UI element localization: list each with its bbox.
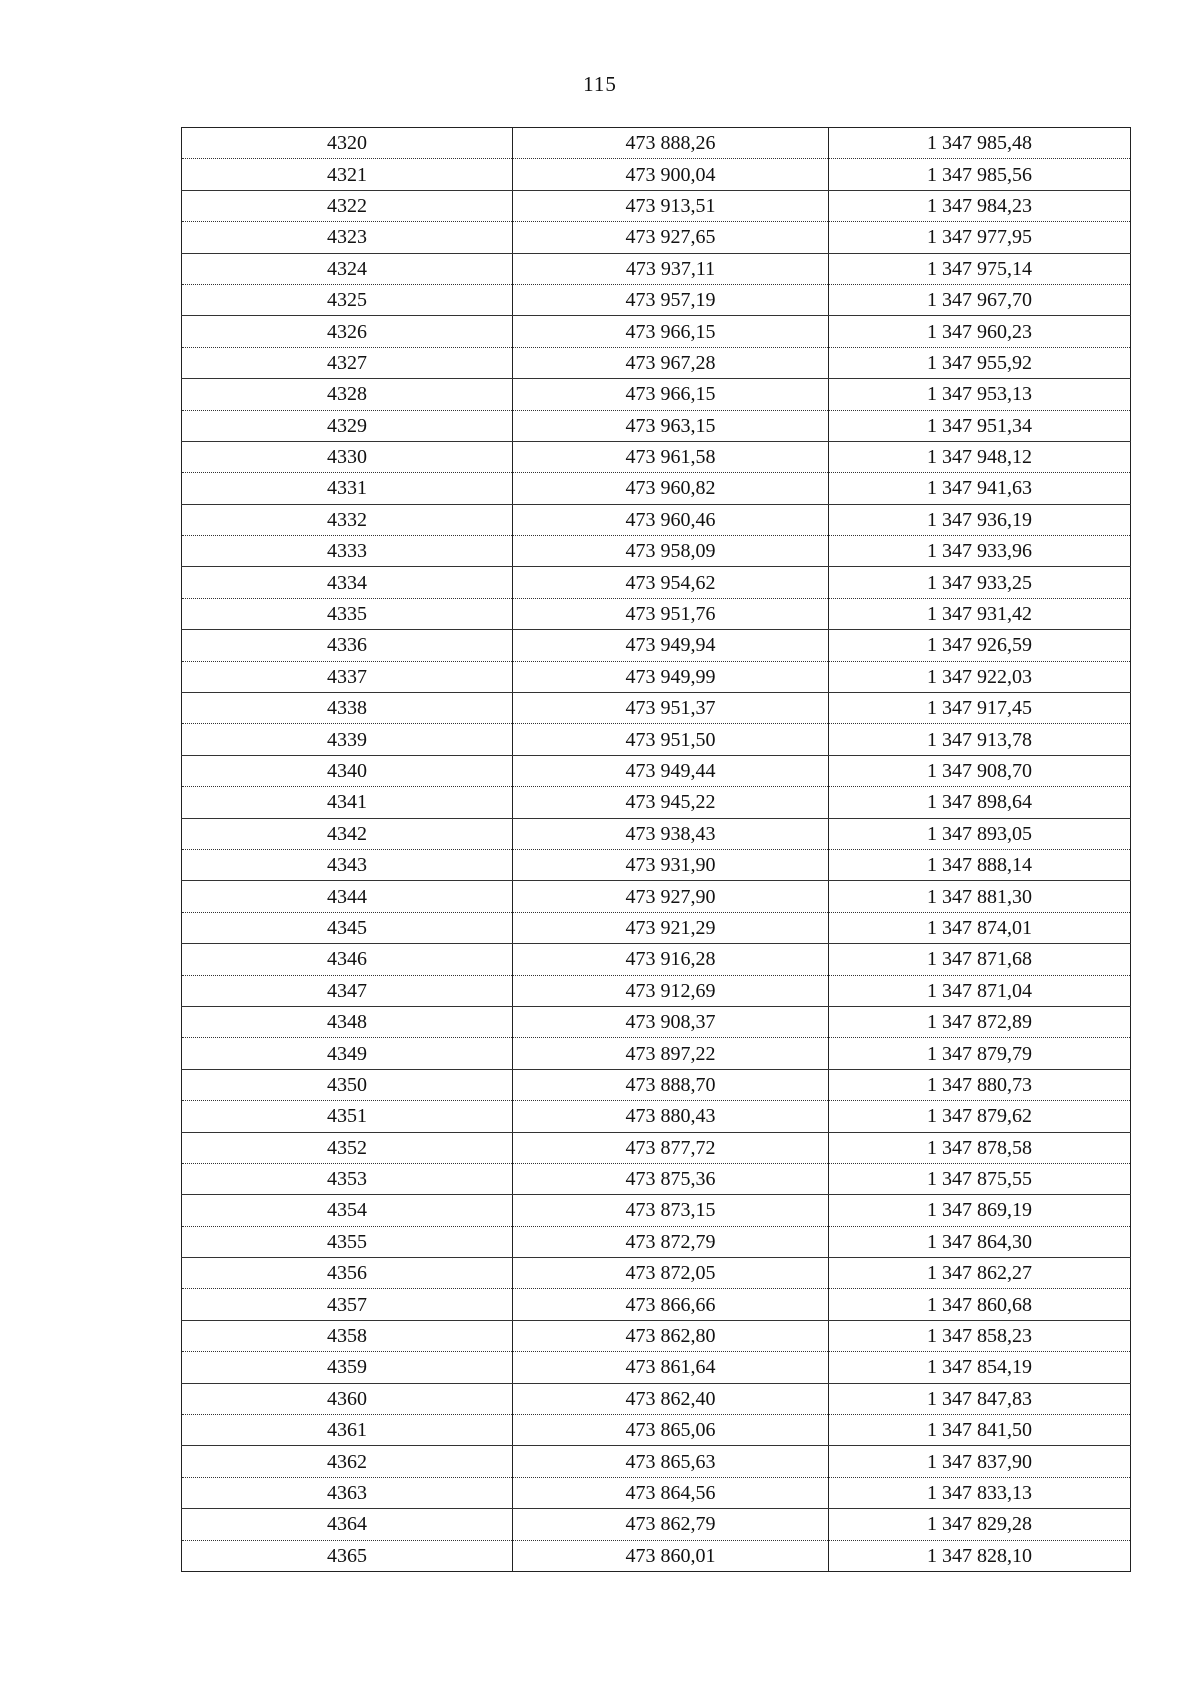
x-coordinate-cell: 473 949,99 (513, 661, 829, 692)
x-coordinate-cell: 473 872,79 (513, 1226, 829, 1257)
x-coordinate-cell: 473 966,15 (513, 316, 829, 347)
table-row (182, 912, 1131, 943)
table-row (182, 1258, 1131, 1289)
table-row (182, 975, 1131, 1006)
x-coordinate-cell: 473 862,80 (513, 1320, 829, 1351)
table-row (182, 190, 1131, 221)
x-coordinate-cell: 473 866,66 (513, 1289, 829, 1320)
y-coordinate-cell: 1 347 875,55 (829, 1163, 1131, 1194)
y-coordinate-cell: 1 347 975,14 (829, 253, 1131, 284)
point-number-cell: 4344 (182, 881, 513, 912)
table-row (182, 347, 1131, 378)
point-number-cell: 4325 (182, 284, 513, 315)
x-coordinate-cell: 473 877,72 (513, 1132, 829, 1163)
table-row (182, 1069, 1131, 1100)
x-coordinate-cell: 473 957,19 (513, 284, 829, 315)
x-coordinate-cell: 473 875,36 (513, 1163, 829, 1194)
x-coordinate-cell: 473 921,29 (513, 912, 829, 943)
y-coordinate-cell: 1 347 941,63 (829, 473, 1131, 504)
table-row (182, 881, 1131, 912)
table-row (182, 1320, 1131, 1351)
point-number-cell: 4353 (182, 1163, 513, 1194)
table-row (182, 410, 1131, 441)
point-number-cell: 4365 (182, 1540, 513, 1571)
table-row (182, 1383, 1131, 1414)
point-number-cell: 4331 (182, 473, 513, 504)
point-number-cell: 4322 (182, 190, 513, 221)
table-row (182, 473, 1131, 504)
y-coordinate-cell: 1 347 879,79 (829, 1038, 1131, 1069)
table-row (182, 1289, 1131, 1320)
x-coordinate-cell: 473 949,94 (513, 630, 829, 661)
table-row (182, 724, 1131, 755)
table-row (182, 1195, 1131, 1226)
point-number-cell: 4355 (182, 1226, 513, 1257)
y-coordinate-cell: 1 347 872,89 (829, 1006, 1131, 1037)
y-coordinate-cell: 1 347 860,68 (829, 1289, 1131, 1320)
point-number-cell: 4363 (182, 1477, 513, 1508)
y-coordinate-cell: 1 347 828,10 (829, 1540, 1131, 1571)
x-coordinate-cell: 473 861,64 (513, 1352, 829, 1383)
x-coordinate-cell: 473 937,11 (513, 253, 829, 284)
table-row (182, 1132, 1131, 1163)
point-number-cell: 4352 (182, 1132, 513, 1163)
y-coordinate-cell: 1 347 936,19 (829, 504, 1131, 535)
y-coordinate-cell: 1 347 913,78 (829, 724, 1131, 755)
y-coordinate-cell: 1 347 858,23 (829, 1320, 1131, 1351)
table-row (182, 379, 1131, 410)
table-row (182, 755, 1131, 786)
table-row (182, 1446, 1131, 1477)
x-coordinate-cell: 473 961,58 (513, 441, 829, 472)
table-row (182, 1038, 1131, 1069)
table-row (182, 1540, 1131, 1571)
table-row (182, 1163, 1131, 1194)
point-number-cell: 4343 (182, 849, 513, 880)
point-number-cell: 4333 (182, 536, 513, 567)
x-coordinate-cell: 473 873,15 (513, 1195, 829, 1226)
table-row (182, 222, 1131, 253)
coordinates-table (181, 127, 1131, 1572)
y-coordinate-cell: 1 347 933,25 (829, 567, 1131, 598)
x-coordinate-cell: 473 865,06 (513, 1415, 829, 1446)
y-coordinate-cell: 1 347 931,42 (829, 598, 1131, 629)
table-row (182, 944, 1131, 975)
table-row (182, 1101, 1131, 1132)
y-coordinate-cell: 1 347 864,30 (829, 1226, 1131, 1257)
y-coordinate-cell: 1 347 879,62 (829, 1101, 1131, 1132)
point-number-cell: 4330 (182, 441, 513, 472)
x-coordinate-cell: 473 860,01 (513, 1540, 829, 1571)
point-number-cell: 4358 (182, 1320, 513, 1351)
table-row (182, 441, 1131, 472)
table-row (182, 536, 1131, 567)
x-coordinate-cell: 473 931,90 (513, 849, 829, 880)
point-number-cell: 4326 (182, 316, 513, 347)
y-coordinate-cell: 1 347 985,48 (829, 128, 1131, 159)
table-row (182, 787, 1131, 818)
table-row (182, 818, 1131, 849)
y-coordinate-cell: 1 347 953,13 (829, 379, 1131, 410)
x-coordinate-cell: 473 913,51 (513, 190, 829, 221)
y-coordinate-cell: 1 347 922,03 (829, 661, 1131, 692)
point-number-cell: 4356 (182, 1258, 513, 1289)
x-coordinate-cell: 473 938,43 (513, 818, 829, 849)
table-row (182, 1415, 1131, 1446)
x-coordinate-cell: 473 862,79 (513, 1509, 829, 1540)
table-row (182, 253, 1131, 284)
point-number-cell: 4342 (182, 818, 513, 849)
y-coordinate-cell: 1 347 967,70 (829, 284, 1131, 315)
y-coordinate-cell: 1 347 951,34 (829, 410, 1131, 441)
table-row (182, 1006, 1131, 1037)
x-coordinate-cell: 473 865,63 (513, 1446, 829, 1477)
point-number-cell: 4348 (182, 1006, 513, 1037)
point-number-cell: 4351 (182, 1101, 513, 1132)
y-coordinate-cell: 1 347 871,04 (829, 975, 1131, 1006)
point-number-cell: 4323 (182, 222, 513, 253)
x-coordinate-cell: 473 949,44 (513, 755, 829, 786)
x-coordinate-cell: 473 888,26 (513, 128, 829, 159)
y-coordinate-cell: 1 347 880,73 (829, 1069, 1131, 1100)
x-coordinate-cell: 473 963,15 (513, 410, 829, 441)
point-number-cell: 4336 (182, 630, 513, 661)
y-coordinate-cell: 1 347 984,23 (829, 190, 1131, 221)
y-coordinate-cell: 1 347 908,70 (829, 755, 1131, 786)
point-number-cell: 4324 (182, 253, 513, 284)
table-row (182, 1352, 1131, 1383)
point-number-cell: 4354 (182, 1195, 513, 1226)
point-number-cell: 4340 (182, 755, 513, 786)
point-number-cell: 4364 (182, 1509, 513, 1540)
y-coordinate-cell: 1 347 869,19 (829, 1195, 1131, 1226)
x-coordinate-cell: 473 927,90 (513, 881, 829, 912)
x-coordinate-cell: 473 960,46 (513, 504, 829, 535)
point-number-cell: 4360 (182, 1383, 513, 1414)
x-coordinate-cell: 473 862,40 (513, 1383, 829, 1414)
y-coordinate-cell: 1 347 917,45 (829, 693, 1131, 724)
point-number-cell: 4349 (182, 1038, 513, 1069)
x-coordinate-cell: 473 912,69 (513, 975, 829, 1006)
table-row (182, 504, 1131, 535)
y-coordinate-cell: 1 347 898,64 (829, 787, 1131, 818)
x-coordinate-cell: 473 916,28 (513, 944, 829, 975)
page-number: 115 (583, 72, 617, 96)
point-number-cell: 4329 (182, 410, 513, 441)
point-number-cell: 4350 (182, 1069, 513, 1100)
x-coordinate-cell: 473 908,37 (513, 1006, 829, 1037)
table-row (182, 661, 1131, 692)
point-number-cell: 4332 (182, 504, 513, 535)
x-coordinate-cell: 473 945,22 (513, 787, 829, 818)
table-row (182, 1509, 1131, 1540)
y-coordinate-cell: 1 347 933,96 (829, 536, 1131, 567)
point-number-cell: 4345 (182, 912, 513, 943)
x-coordinate-cell: 473 954,62 (513, 567, 829, 598)
y-coordinate-cell: 1 347 862,27 (829, 1258, 1131, 1289)
y-coordinate-cell: 1 347 955,92 (829, 347, 1131, 378)
table-row (182, 1226, 1131, 1257)
x-coordinate-cell: 473 872,05 (513, 1258, 829, 1289)
y-coordinate-cell: 1 347 888,14 (829, 849, 1131, 880)
x-coordinate-cell: 473 951,76 (513, 598, 829, 629)
point-number-cell: 4334 (182, 567, 513, 598)
x-coordinate-cell: 473 864,56 (513, 1477, 829, 1508)
y-coordinate-cell: 1 347 926,59 (829, 630, 1131, 661)
y-coordinate-cell: 1 347 960,23 (829, 316, 1131, 347)
y-coordinate-cell: 1 347 977,95 (829, 222, 1131, 253)
table-row (182, 159, 1131, 190)
point-number-cell: 4335 (182, 598, 513, 629)
x-coordinate-cell: 473 951,37 (513, 693, 829, 724)
table-row (182, 849, 1131, 880)
x-coordinate-cell: 473 966,15 (513, 379, 829, 410)
y-coordinate-cell: 1 347 874,01 (829, 912, 1131, 943)
y-coordinate-cell: 1 347 893,05 (829, 818, 1131, 849)
table-row (182, 1477, 1131, 1508)
y-coordinate-cell: 1 347 847,83 (829, 1383, 1131, 1414)
y-coordinate-cell: 1 347 871,68 (829, 944, 1131, 975)
table-row (182, 128, 1131, 159)
y-coordinate-cell: 1 347 829,28 (829, 1509, 1131, 1540)
y-coordinate-cell: 1 347 854,19 (829, 1352, 1131, 1383)
table-row (182, 284, 1131, 315)
table-row (182, 630, 1131, 661)
y-coordinate-cell: 1 347 878,58 (829, 1132, 1131, 1163)
y-coordinate-cell: 1 347 833,13 (829, 1477, 1131, 1508)
table-row (182, 316, 1131, 347)
point-number-cell: 4337 (182, 661, 513, 692)
x-coordinate-cell: 473 960,82 (513, 473, 829, 504)
coordinates-table-body (182, 128, 1131, 1572)
point-number-cell: 4321 (182, 159, 513, 190)
x-coordinate-cell: 473 888,70 (513, 1069, 829, 1100)
x-coordinate-cell: 473 897,22 (513, 1038, 829, 1069)
point-number-cell: 4328 (182, 379, 513, 410)
x-coordinate-cell: 473 880,43 (513, 1101, 829, 1132)
point-number-cell: 4359 (182, 1352, 513, 1383)
table-row (182, 567, 1131, 598)
point-number-cell: 4339 (182, 724, 513, 755)
x-coordinate-cell: 473 927,65 (513, 222, 829, 253)
x-coordinate-cell: 473 900,04 (513, 159, 829, 190)
x-coordinate-cell: 473 951,50 (513, 724, 829, 755)
point-number-cell: 4341 (182, 787, 513, 818)
x-coordinate-cell: 473 967,28 (513, 347, 829, 378)
table-row (182, 693, 1131, 724)
table-row (182, 598, 1131, 629)
point-number-cell: 4362 (182, 1446, 513, 1477)
point-number-cell: 4320 (182, 128, 513, 159)
point-number-cell: 4327 (182, 347, 513, 378)
point-number-cell: 4338 (182, 693, 513, 724)
point-number-cell: 4346 (182, 944, 513, 975)
y-coordinate-cell: 1 347 985,56 (829, 159, 1131, 190)
point-number-cell: 4357 (182, 1289, 513, 1320)
y-coordinate-cell: 1 347 841,50 (829, 1415, 1131, 1446)
y-coordinate-cell: 1 347 948,12 (829, 441, 1131, 472)
point-number-cell: 4361 (182, 1415, 513, 1446)
point-number-cell: 4347 (182, 975, 513, 1006)
y-coordinate-cell: 1 347 881,30 (829, 881, 1131, 912)
y-coordinate-cell: 1 347 837,90 (829, 1446, 1131, 1477)
x-coordinate-cell: 473 958,09 (513, 536, 829, 567)
